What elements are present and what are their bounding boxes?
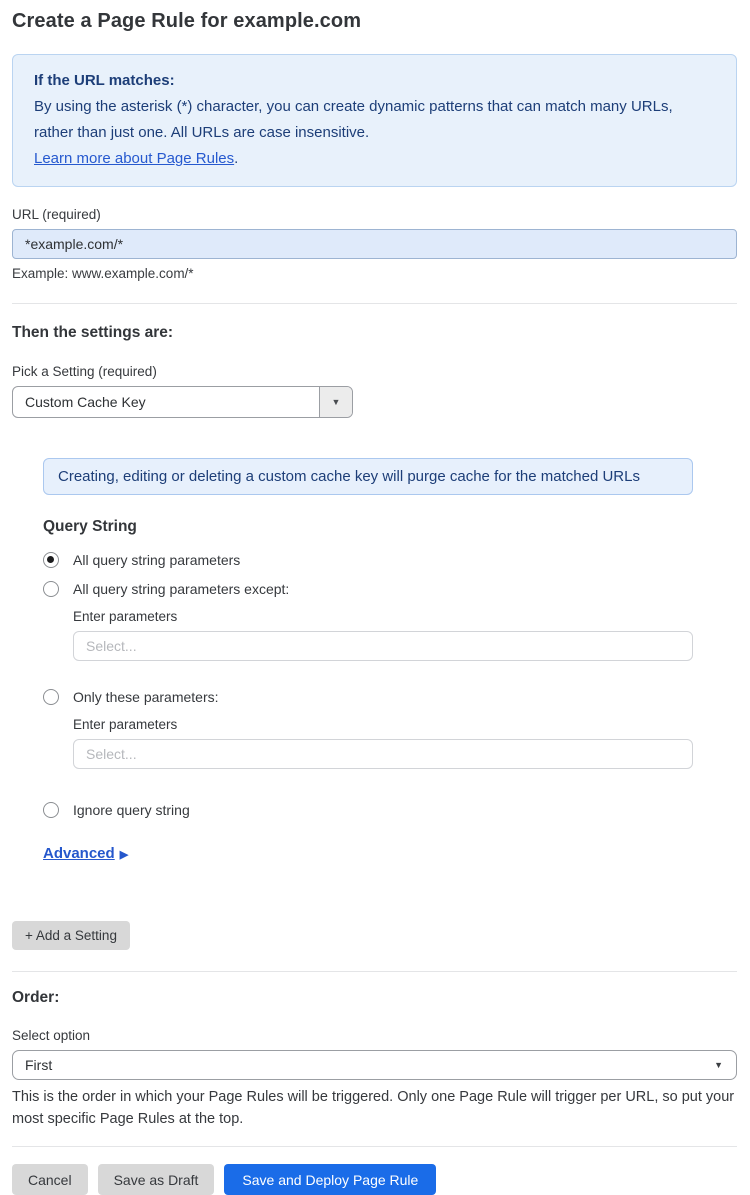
radio-all-query-params[interactable] xyxy=(43,552,737,568)
radio-all-params-except[interactable] xyxy=(43,581,737,597)
cancel-button[interactable]: Cancel xyxy=(12,1164,88,1195)
radio-label: Ignore query string xyxy=(73,802,190,818)
pick-setting-label: Pick a Setting (required) xyxy=(12,364,157,379)
radio-button-icon[interactable] xyxy=(43,581,59,597)
radio-button-icon[interactable] xyxy=(43,552,59,568)
order-select[interactable] xyxy=(12,1050,737,1080)
order-select-value: First xyxy=(25,1057,53,1073)
url-match-info-box xyxy=(12,54,737,187)
url-field-label: URL (required) xyxy=(12,207,101,222)
advanced-arrow-icon: ▶ xyxy=(119,849,129,861)
learn-more-link[interactable]: Learn more about Page Rules xyxy=(34,150,235,167)
query-string-heading: Query String xyxy=(43,518,137,535)
radio-ignore-query-string[interactable] xyxy=(43,802,737,818)
page-title: Create a Page Rule for example.com xyxy=(12,10,362,32)
select-option-label: Select option xyxy=(12,1028,91,1043)
radio-label: Only these parameters: xyxy=(73,689,219,705)
divider xyxy=(12,971,737,972)
radio-button-icon[interactable] xyxy=(43,689,59,705)
footer-buttons xyxy=(12,1164,737,1195)
order-heading: Order: xyxy=(12,989,60,1006)
order-description: This is the order in which your Page Rules will be triggered. Only one Page Rule will trigger per URL, so put your most specific Page Rules at the top. xyxy=(12,1089,735,1127)
dropdown-arrow-icon: ▼ xyxy=(319,387,352,417)
save-as-draft-button[interactable]: Save as Draft xyxy=(98,1164,215,1195)
divider xyxy=(12,1146,737,1147)
enter-parameters-label: Enter parameters xyxy=(73,609,178,624)
info-box-heading: If the URL matches: xyxy=(34,72,175,89)
url-helper-text: Example: www.example.com/* xyxy=(12,266,194,281)
save-and-deploy-button[interactable]: Save and Deploy Page Rule xyxy=(224,1164,436,1195)
url-input[interactable] xyxy=(12,229,737,259)
radio-label: All query string parameters xyxy=(73,552,241,568)
divider xyxy=(12,303,737,304)
advanced-link[interactable] xyxy=(43,845,128,862)
add-setting-button[interactable]: + Add a Setting xyxy=(12,921,130,950)
link-period: . xyxy=(234,150,239,167)
only-parameters-input[interactable] xyxy=(73,739,693,769)
cache-key-notice: Creating, editing or deleting a custom cache key will purge cache for the matched URLs xyxy=(43,458,693,495)
radio-button-icon[interactable] xyxy=(43,802,59,818)
dropdown-arrow-icon: ▼ xyxy=(714,1060,723,1070)
advanced-link-text: Advanced xyxy=(43,845,115,862)
info-box-body: By using the asterisk (*) character, you can create dynamic patterns that can match many URLs, rather than just one. All URLs are case insensitive. xyxy=(34,98,673,141)
radio-label: All query string parameters except: xyxy=(73,581,290,597)
enter-parameters-label: Enter parameters xyxy=(73,717,178,732)
radio-only-these-params[interactable] xyxy=(43,689,737,705)
settings-heading: Then the settings are: xyxy=(12,324,174,341)
setting-select[interactable] xyxy=(12,386,353,418)
setting-select-value: Custom Cache Key xyxy=(25,394,146,410)
except-parameters-input[interactable] xyxy=(73,631,693,661)
